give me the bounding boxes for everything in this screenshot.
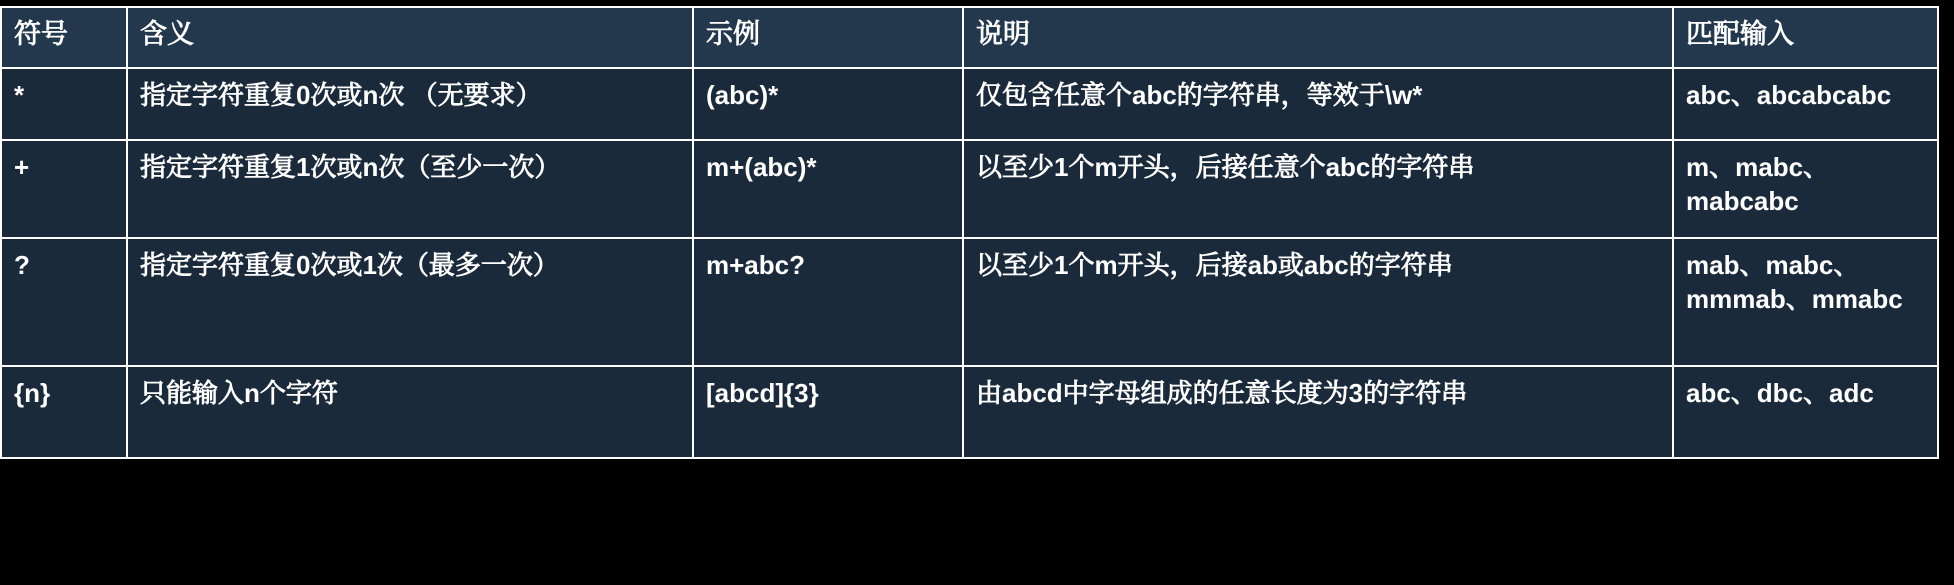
cell-example: m+abc? [693,238,963,366]
cell-example: [abcd]{3} [693,366,963,458]
table-header-row [1,7,1938,68]
cell-symbol: * [1,68,127,140]
table-row [1,238,1938,366]
cell-meaning: 指定字符重复1次或n次（至少一次） [127,140,693,238]
column-header-match-input: 匹配输入 [1673,7,1938,68]
cell-match-input: abc、abcabcabc [1673,68,1938,140]
regex-quantifier-table [0,6,1939,459]
table-row [1,68,1938,140]
cell-example: m+(abc)* [693,140,963,238]
column-header-symbol: 符号 [1,7,127,68]
cell-meaning: 指定字符重复0次或n次 （无要求） [127,68,693,140]
cell-match-input: abc、dbc、adc [1673,366,1938,458]
cell-match-input: m、mabc、mabcabc [1673,140,1938,238]
table-row [1,366,1938,458]
cell-meaning: 指定字符重复0次或1次（最多一次） [127,238,693,366]
cell-description: 仅包含任意个abc的字符串，等效于\w* [963,68,1673,140]
column-header-meaning: 含义 [127,7,693,68]
column-header-example: 示例 [693,7,963,68]
cell-symbol: ? [1,238,127,366]
cell-symbol: + [1,140,127,238]
cell-description: 由abcd中字母组成的任意长度为3的字符串 [963,366,1673,458]
cell-example: (abc)* [693,68,963,140]
cell-match-input: mab、mabc、mmmab、mmabc [1673,238,1938,366]
column-header-description: 说明 [963,7,1673,68]
cell-symbol: {n} [1,366,127,458]
cell-description: 以至少1个m开头，后接ab或abc的字符串 [963,238,1673,366]
cell-description: 以至少1个m开头，后接任意个abc的字符串 [963,140,1673,238]
cell-meaning: 只能输入n个字符 [127,366,693,458]
table-row [1,140,1938,238]
